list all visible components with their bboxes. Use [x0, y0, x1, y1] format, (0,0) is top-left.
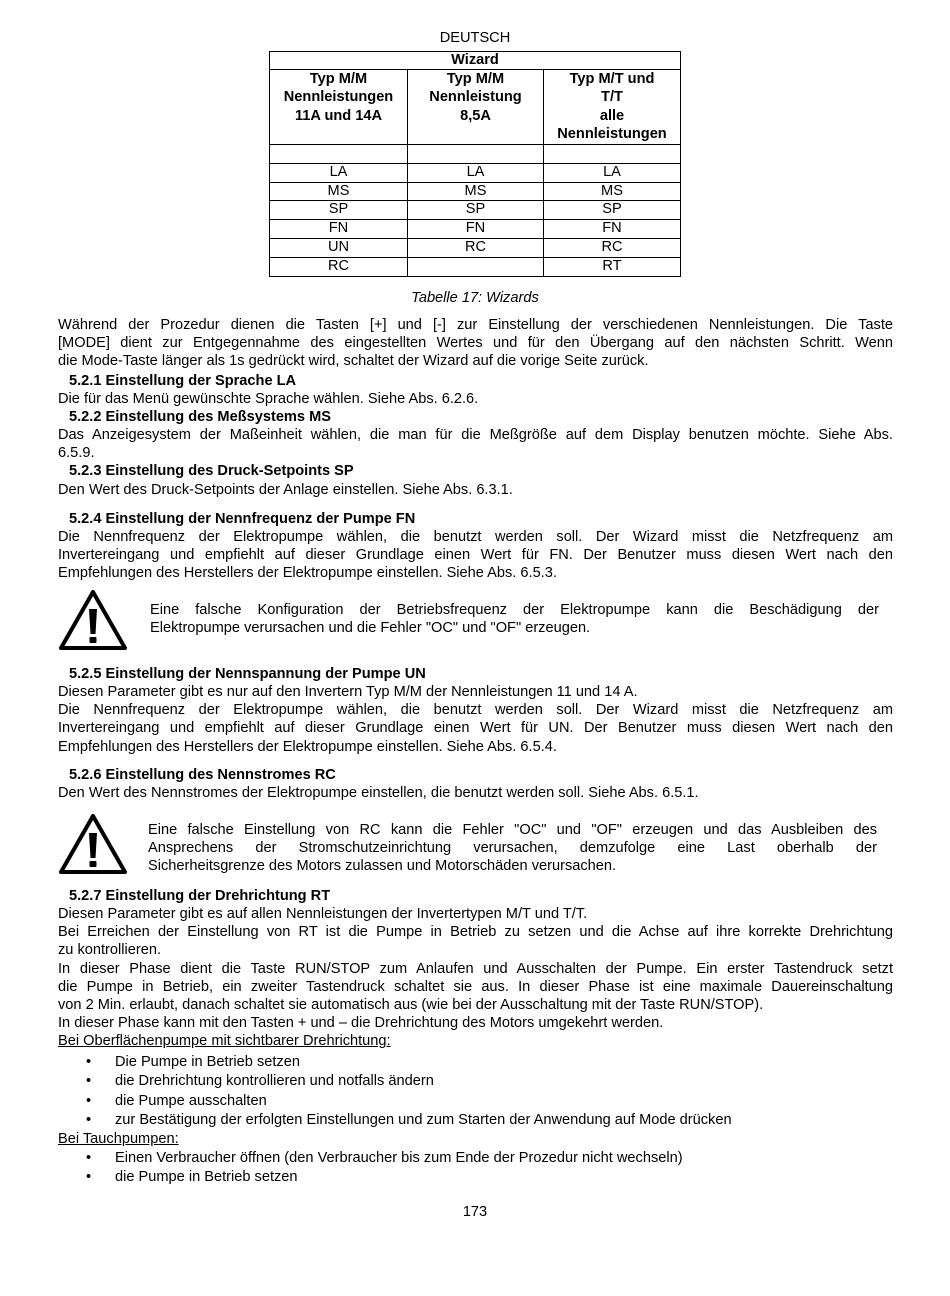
- table-caption: Tabelle 17: Wizards: [411, 290, 539, 306]
- table-row: MS MS MS: [270, 182, 681, 201]
- bullet-icon: •: [86, 1054, 92, 1070]
- section-text-5-2-4: Die Nennfrequenz der Elektropumpe wählen, die benutzt werden soll. Der Wizard misst die Netzfrequenz am Invertereingang und empfiehlt auf dieser Grundlage einen Wert für FN. Der Benutzer muss diesen Wert nach den Empfehlungen des Herstellers der Elektropumpe einstellen. Siehe Abs. 6.5.3.: [58, 529, 893, 582]
- submersible-pump-label: Bei Tauchpumpen:: [58, 1131, 179, 1147]
- bullet-icon: •: [86, 1169, 92, 1185]
- section-text-5-2-5: Diesen Parameter gibt es nur auf den Invertern Typ M/M der Nennleistungen 11 und 14 A. Die Nennfrequenz der Elektropumpe wählen, die benutzt werden soll. Der Wizard misst die Netzfrequenz am Invertereingang und empfiehlt auf dieser Grundlage einen Wert für UN. Der Benutzer muss diesen Wert nach den Empfehlungen des Herstellers der Elektropumpe einstellen. Siehe Abs. 6.5.4.: [58, 684, 893, 755]
- intro-paragraph: Während der Prozedur dienen die Tasten [+] und [-] zur Einstellung der verschiedenen Nennleistungen. Die Taste [MODE] dient zur Entgegennahme des eingestellten Wertes und für den Übergang auf den nächsten Schritt. Wenn die Mode-Taste länger als 1s gedrückt wird, schaltet der Wizard auf die vorige Seite zurück.: [58, 317, 893, 370]
- bullet-icon: •: [86, 1112, 92, 1128]
- section-heading-5-2-3: 5.2.3 Einstellung des Druck-Setpoints SP: [69, 463, 354, 479]
- table-title: Wizard: [270, 52, 681, 70]
- table-row: SP SP SP: [270, 201, 681, 220]
- column-header-mm-8-5: Typ M/M Nennleistung 8,5A: [408, 70, 544, 145]
- section-heading-5-2-4: 5.2.4 Einstellung der Nennfrequenz der Pumpe FN: [69, 511, 416, 527]
- section-heading-5-2-2: 5.2.2 Einstellung des Meßsystems MS: [69, 409, 331, 425]
- warning-icon: [58, 813, 128, 875]
- section-text-5-2-7: Diesen Parameter gibt es auf allen Nennleistungen der Invertertypen M/T und T/T. Bei Erreichen der Einstellung von RT ist die Pumpe in Betrieb zu setzen und die Achse auf ihre korrekte Drehrichtung zu kontrollieren. In dieser Phase dient die Taste RUN/STOP zum Anlaufen und Ausschalten der Pumpe. Ein erster Tastendruck setzt die Pumpe in Betrieb, ein zweiter Tastendruck schaltet sie aus. In dieser Phase ist eine maximale Dauereinschaltung von 2 Min. erlaubt, danach schaltet sie automatisch aus (wie bei der Ausschaltung mit der Taste RUN/STOP). In dieser Phase kann mit den Tasten + und – die Drehrichtung des Motors umgekehrt werden. Bei Oberflächenpumpe mit sichtbarer Drehrichtung:: [58, 906, 893, 1050]
- section-heading-5-2-7: 5.2.7 Einstellung der Drehrichtung RT: [69, 888, 331, 904]
- warning-text-fn: Eine falsche Konfiguration der Betriebsfrequenz der Elektropumpe kann die Beschädigung der Elektropumpe verursachen und die Fehler "OC" und "OF" erzeugen.: [150, 602, 879, 637]
- section-heading-5-2-1: 5.2.1 Einstellung der Sprache LA: [69, 373, 297, 389]
- warning-text-rc: Eine falsche Einstellung von RC kann die Fehler "OC" und "OF" erzeugen und das Ausbleiben des Ansprechens der Stromschutzeinrichtung verursachen, demzufolge eine Last oberhalb der Sicherheitsgrenze des Motors zulassen und Motorschäden verursachen.: [148, 822, 877, 875]
- table-row: UN RC RC: [270, 238, 681, 257]
- section-heading-5-2-6: 5.2.6 Einstellung des Nennstromes RC: [69, 767, 336, 783]
- column-header-mm-11-14: Typ M/M Nennleistungen 11A und 14A: [270, 70, 408, 145]
- surface-pump-label: Bei Oberflächenpumpe mit sichtbarer Drehrichtung:: [58, 1033, 391, 1050]
- section-text-5-2-3: Den Wert des Druck-Setpoints der Anlage einstellen. Siehe Abs. 6.3.1.: [58, 482, 513, 498]
- column-header-mt-tt: Typ M/T und T/T alle Nennleistungen: [544, 70, 681, 145]
- page-header-language: DEUTSCH: [439, 30, 511, 46]
- warning-icon: [58, 589, 128, 651]
- section-text-5-2-2: Das Anzeigesystem der Maßeinheit wählen, die man für die Meßgröße auf dem Display benutzen möchte. Siehe Abs. 6.5.9.: [58, 427, 893, 462]
- bullet-icon: •: [86, 1073, 92, 1089]
- table-row: LA LA LA: [270, 163, 681, 182]
- wizard-table: [269, 51, 681, 277]
- table-row: [270, 145, 681, 164]
- section-text-5-2-6: Den Wert des Nennstromes der Elektropumpe einstellen, die benutzt werden soll. Siehe Abs. 6.5.1.: [58, 785, 699, 801]
- section-heading-5-2-5: 5.2.5 Einstellung der Nennspannung der Pumpe UN: [69, 666, 426, 682]
- table-row: RC RT: [270, 257, 681, 276]
- page-number: 173: [462, 1204, 488, 1220]
- section-text-5-2-1: Die für das Menü gewünschte Sprache wählen. Siehe Abs. 6.2.6.: [58, 391, 479, 407]
- bullet-icon: •: [86, 1150, 92, 1166]
- bullet-icon: •: [86, 1093, 92, 1109]
- table-row: FN FN FN: [270, 220, 681, 239]
